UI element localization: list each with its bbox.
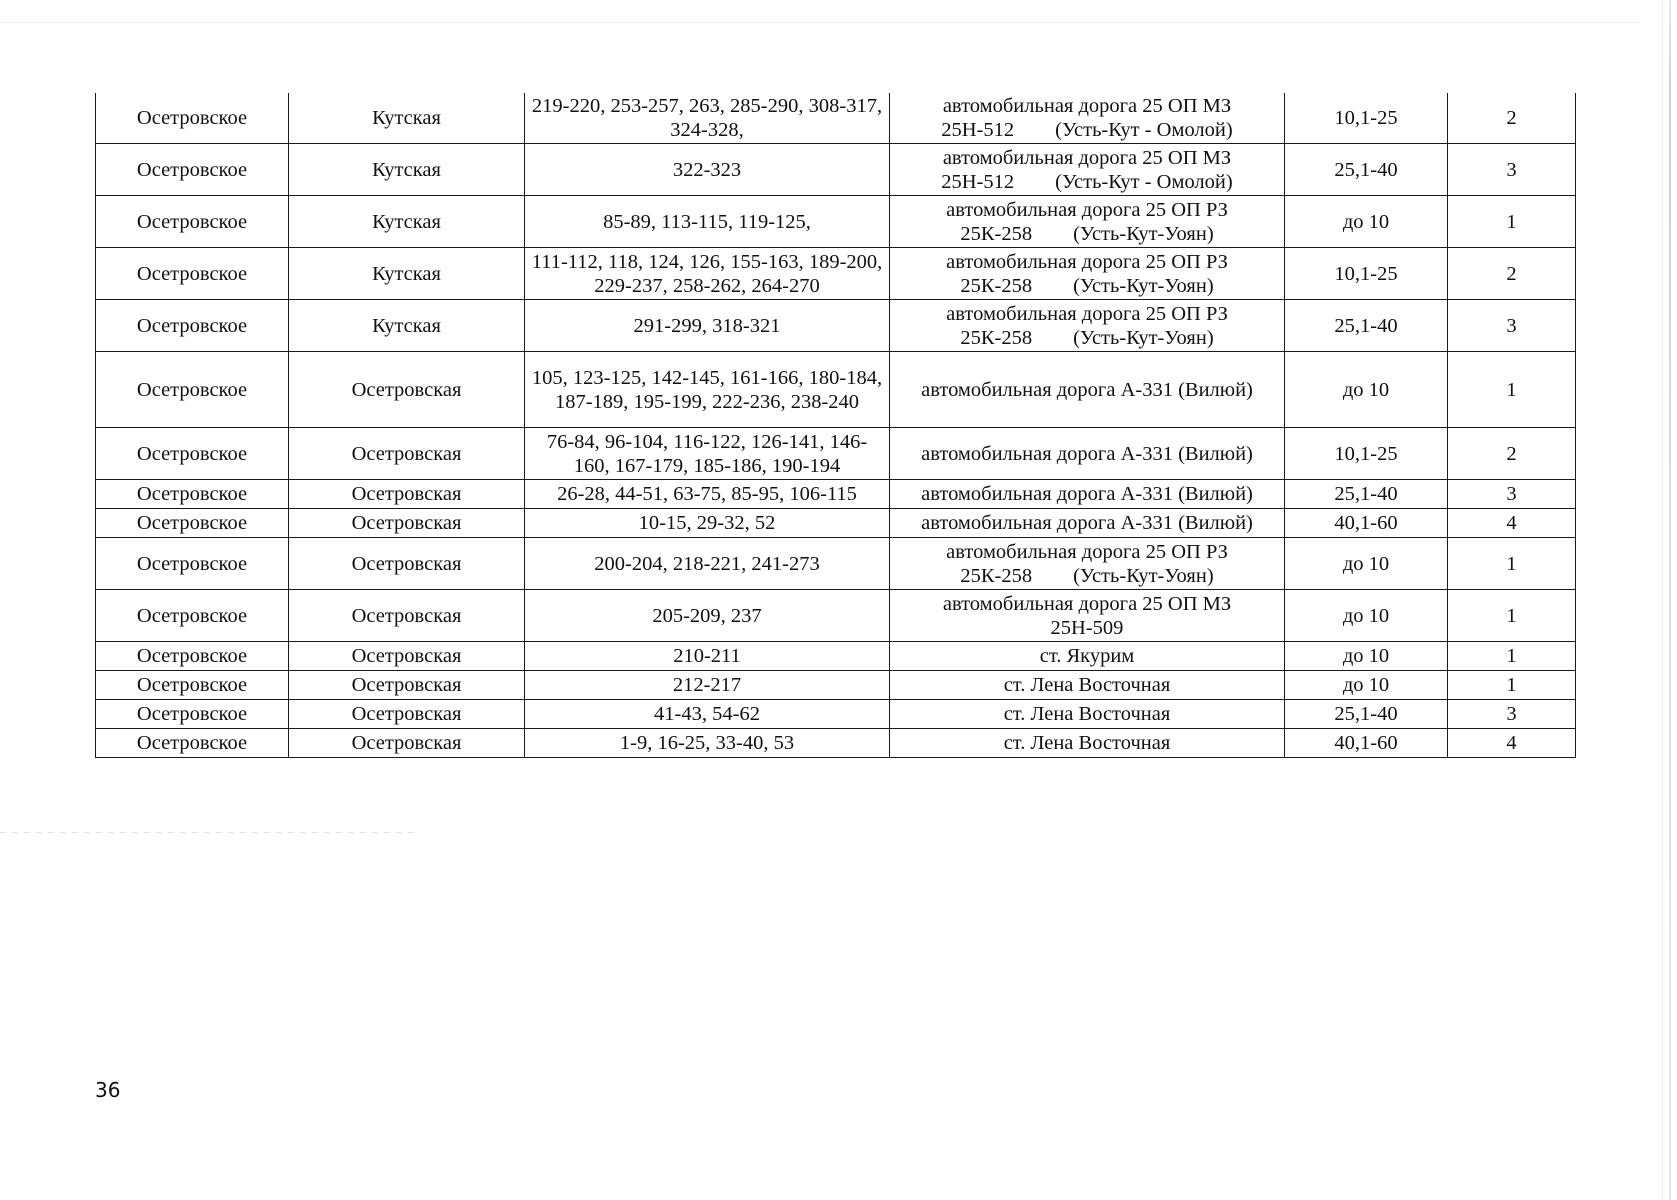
- cell-road: автомобильная дорога 25 ОП РЗ 25К-258 (Усть-Кут-Уоян): [890, 248, 1285, 300]
- cell-fire-class: 3: [1448, 700, 1576, 729]
- cell-settlement: Осетровское: [96, 144, 289, 196]
- page-number: 36: [95, 1078, 121, 1102]
- cell-forestry: Кутская: [289, 144, 525, 196]
- cell-forestry: Осетровская: [289, 538, 525, 590]
- cell-forestry: Осетровская: [289, 428, 525, 480]
- table-row: [96, 93, 1576, 144]
- scan-artifact-edge: [1669, 0, 1671, 1200]
- cell-distance: до 10: [1285, 538, 1448, 590]
- cell-road: ст. Лена Восточная: [890, 700, 1285, 729]
- cell-quarters: 212-217: [525, 671, 890, 700]
- cell-fire-class: 1: [1448, 352, 1576, 428]
- cell-forestry: Кутская: [289, 248, 525, 300]
- cell-distance: 25,1-40: [1285, 700, 1448, 729]
- cell-fire-class: 2: [1448, 248, 1576, 300]
- cell-distance: до 10: [1285, 196, 1448, 248]
- cell-fire-class: 4: [1448, 729, 1576, 758]
- cell-road: автомобильная дорога 25 ОП МЗ 25Н-512 (Усть-Кут - Омолой): [890, 144, 1285, 196]
- table-row: [96, 538, 1576, 590]
- cell-fire-class: 2: [1448, 428, 1576, 480]
- cell-forestry: Осетровская: [289, 352, 525, 428]
- cell-road: автомобильная дорога 25 ОП РЗ 25К-258 (Усть-Кут-Уоян): [890, 538, 1285, 590]
- forest-fire-class-table: [95, 93, 1576, 758]
- cell-forestry: Осетровская: [289, 480, 525, 509]
- cell-fire-class: 3: [1448, 144, 1576, 196]
- cell-road: автомобильная дорога А-331 (Вилюй): [890, 480, 1285, 509]
- table-row: [96, 480, 1576, 509]
- cell-forestry: Осетровская: [289, 642, 525, 671]
- cell-settlement: Осетровское: [96, 509, 289, 538]
- cell-distance: 10,1-25: [1285, 93, 1448, 144]
- cell-road: ст. Лена Восточная: [890, 729, 1285, 758]
- cell-settlement: Осетровское: [96, 642, 289, 671]
- cell-distance: 10,1-25: [1285, 248, 1448, 300]
- cell-fire-class: 1: [1448, 671, 1576, 700]
- cell-distance: 40,1-60: [1285, 729, 1448, 758]
- table-row: [96, 729, 1576, 758]
- scan-artifact-faint-line: [0, 832, 420, 833]
- cell-fire-class: 1: [1448, 642, 1576, 671]
- scan-artifact-top: [0, 22, 1640, 23]
- cell-forestry: Осетровская: [289, 671, 525, 700]
- cell-quarters: 76-84, 96-104, 116-122, 126-141, 146-160, 167-179, 185-186, 190-194: [525, 428, 890, 480]
- scan-artifact-edge-inner: [1662, 0, 1663, 1200]
- cell-distance: 10,1-25: [1285, 428, 1448, 480]
- table-row: [96, 590, 1576, 642]
- cell-settlement: Осетровское: [96, 300, 289, 352]
- cell-settlement: Осетровское: [96, 700, 289, 729]
- table-row: [96, 700, 1576, 729]
- cell-quarters: 85-89, 113-115, 119-125,: [525, 196, 890, 248]
- cell-settlement: Осетровское: [96, 248, 289, 300]
- cell-road: автомобильная дорога А-331 (Вилюй): [890, 509, 1285, 538]
- cell-fire-class: 1: [1448, 538, 1576, 590]
- cell-distance: 25,1-40: [1285, 480, 1448, 509]
- cell-distance: 25,1-40: [1285, 144, 1448, 196]
- cell-quarters: 105, 123-125, 142-145, 161-166, 180-184, 187-189, 195-199, 222-236, 238-240: [525, 352, 890, 428]
- cell-road: автомобильная дорога 25 ОП РЗ 25К-258 (Усть-Кут-Уоян): [890, 196, 1285, 248]
- table-body: [96, 93, 1576, 758]
- cell-road: ст. Лена Восточная: [890, 671, 1285, 700]
- cell-quarters: 200-204, 218-221, 241-273: [525, 538, 890, 590]
- table-row: [96, 428, 1576, 480]
- cell-fire-class: 2: [1448, 93, 1576, 144]
- table-row: [96, 196, 1576, 248]
- cell-distance: 25,1-40: [1285, 300, 1448, 352]
- cell-quarters: 219-220, 253-257, 263, 285-290, 308-317, 324-328,: [525, 93, 890, 144]
- table-row: [96, 671, 1576, 700]
- cell-settlement: Осетровское: [96, 729, 289, 758]
- table-row: [96, 248, 1576, 300]
- cell-forestry: Осетровская: [289, 509, 525, 538]
- cell-settlement: Осетровское: [96, 538, 289, 590]
- cell-forestry: Кутская: [289, 93, 525, 144]
- cell-distance: до 10: [1285, 590, 1448, 642]
- table-row: [96, 642, 1576, 671]
- cell-fire-class: 3: [1448, 300, 1576, 352]
- cell-forestry: Осетровская: [289, 729, 525, 758]
- table-row: [96, 300, 1576, 352]
- table-row: [96, 509, 1576, 538]
- cell-distance: до 10: [1285, 352, 1448, 428]
- cell-quarters: 41-43, 54-62: [525, 700, 890, 729]
- cell-forestry: Осетровская: [289, 590, 525, 642]
- cell-settlement: Осетровское: [96, 196, 289, 248]
- cell-settlement: Осетровское: [96, 590, 289, 642]
- cell-forestry: Кутская: [289, 300, 525, 352]
- cell-distance: 40,1-60: [1285, 509, 1448, 538]
- cell-settlement: Осетровское: [96, 480, 289, 509]
- cell-road: автомобильная дорога 25 ОП РЗ 25К-258 (Усть-Кут-Уоян): [890, 300, 1285, 352]
- cell-road: автомобильная дорога 25 ОП МЗ 25Н-512 (Усть-Кут - Омолой): [890, 93, 1285, 144]
- cell-quarters: 1-9, 16-25, 33-40, 53: [525, 729, 890, 758]
- cell-fire-class: 4: [1448, 509, 1576, 538]
- cell-fire-class: 3: [1448, 480, 1576, 509]
- cell-settlement: Осетровское: [96, 428, 289, 480]
- cell-quarters: 322-323: [525, 144, 890, 196]
- cell-fire-class: 1: [1448, 590, 1576, 642]
- cell-quarters: 111-112, 118, 124, 126, 155-163, 189-200, 229-237, 258-262, 264-270: [525, 248, 890, 300]
- cell-quarters: 10-15, 29-32, 52: [525, 509, 890, 538]
- table-row: [96, 144, 1576, 196]
- cell-forestry: Осетровская: [289, 700, 525, 729]
- cell-road: автомобильная дорога А-331 (Вилюй): [890, 352, 1285, 428]
- cell-forestry: Кутская: [289, 196, 525, 248]
- table-row: [96, 352, 1576, 428]
- cell-settlement: Осетровское: [96, 352, 289, 428]
- cell-settlement: Осетровское: [96, 671, 289, 700]
- cell-quarters: 26-28, 44-51, 63-75, 85-95, 106-115: [525, 480, 890, 509]
- cell-distance: до 10: [1285, 642, 1448, 671]
- cell-road: автомобильная дорога А-331 (Вилюй): [890, 428, 1285, 480]
- cell-fire-class: 1: [1448, 196, 1576, 248]
- cell-quarters: 205-209, 237: [525, 590, 890, 642]
- cell-settlement: Осетровское: [96, 93, 289, 144]
- cell-road: автомобильная дорога 25 ОП МЗ 25Н-509: [890, 590, 1285, 642]
- cell-quarters: 210-211: [525, 642, 890, 671]
- cell-distance: до 10: [1285, 671, 1448, 700]
- cell-road: ст. Якурим: [890, 642, 1285, 671]
- cell-quarters: 291-299, 318-321: [525, 300, 890, 352]
